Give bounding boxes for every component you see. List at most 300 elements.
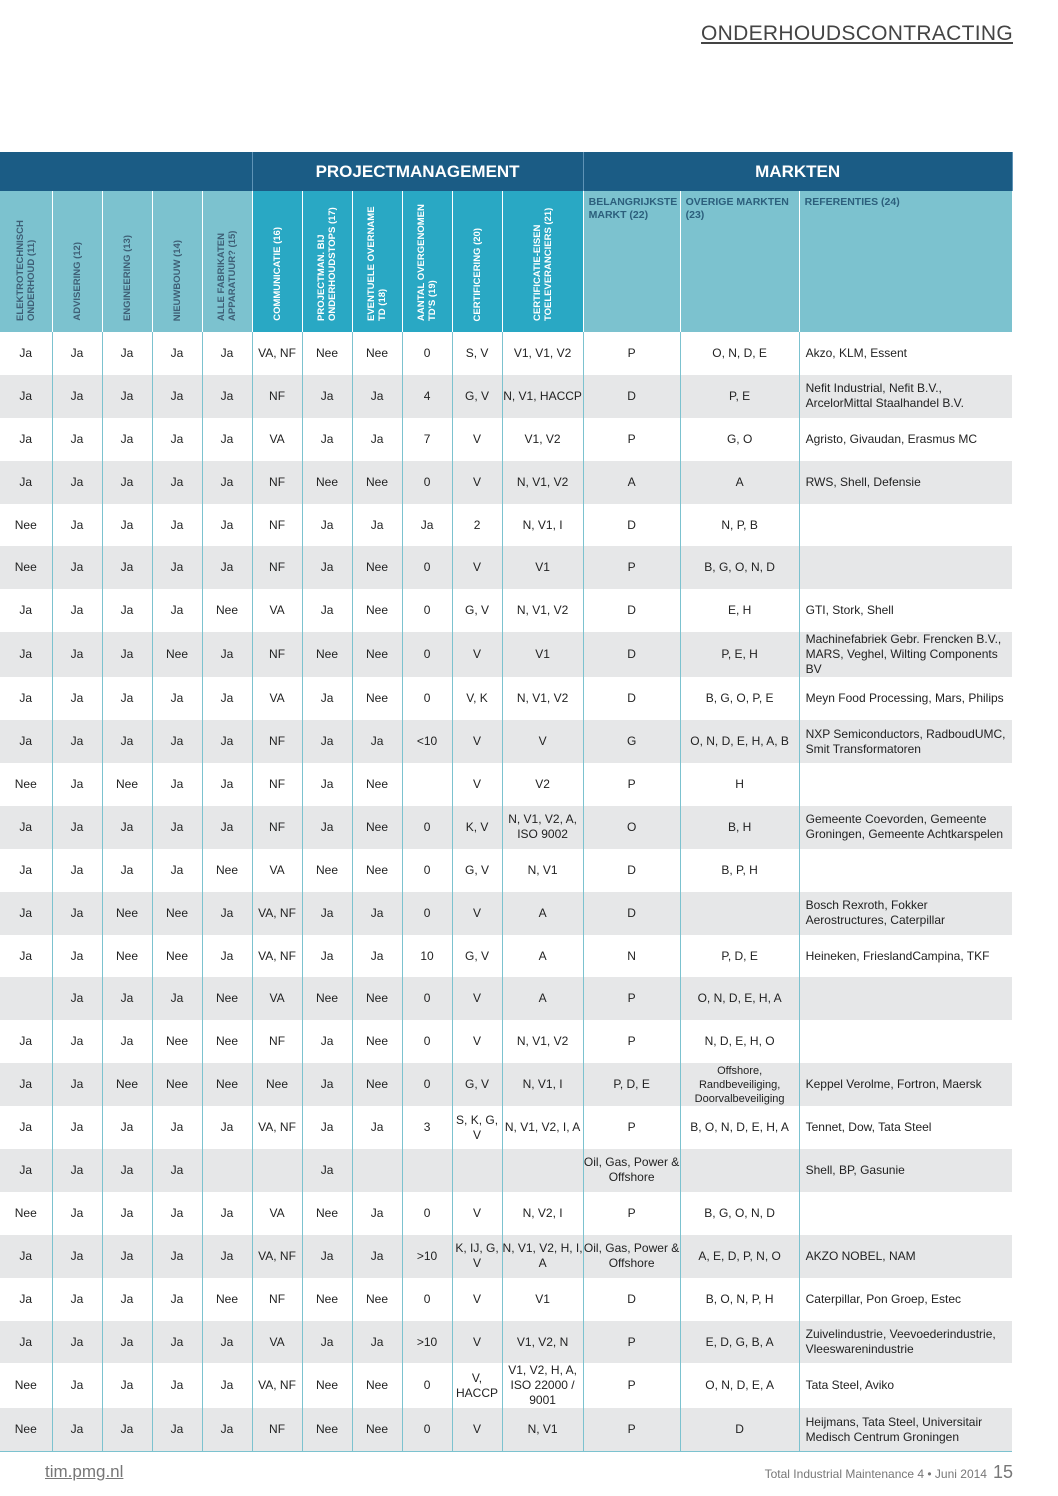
- table-cell: Nee: [152, 1020, 202, 1063]
- table-cell: NF: [252, 720, 302, 763]
- table-cell: N, V1, V2: [502, 461, 583, 504]
- table-cell: Nee: [102, 935, 152, 978]
- table-row: [0, 720, 1012, 763]
- table-cell: O: [583, 806, 680, 849]
- column-header-label: ADVISERING (12): [71, 242, 83, 321]
- table-cell: Ja: [302, 375, 352, 418]
- table-cell: Ja: [0, 461, 52, 504]
- table-cell: Ja: [302, 720, 352, 763]
- table-cell: V1: [502, 632, 583, 677]
- table-row: [0, 849, 1012, 892]
- table-cell: Ja: [352, 935, 402, 978]
- table-cell: G, V: [452, 935, 502, 978]
- table-cell: Ja: [52, 849, 102, 892]
- table-cell: NF: [252, 1278, 302, 1321]
- table-cell: O, N, D, E: [680, 332, 799, 375]
- table-cell: N, V1, I: [502, 1063, 583, 1106]
- table-cell: NF: [252, 763, 302, 806]
- table-cell: Ja: [202, 720, 252, 763]
- table-cell: 0: [402, 461, 452, 504]
- table-cell: H: [680, 763, 799, 806]
- table-cell: Ja: [102, 1192, 152, 1235]
- table-cell: Ja: [102, 375, 152, 418]
- table-cell: Ja: [102, 677, 152, 720]
- table-cell: Ja: [0, 332, 52, 375]
- table-cell: Ja: [302, 1106, 352, 1149]
- table-cell: Nee: [0, 1363, 52, 1408]
- table-cell: Ja: [152, 977, 202, 1020]
- table-cell: Ja: [52, 546, 102, 589]
- table-cell: Ja: [202, 892, 252, 935]
- table-cell: Ja: [102, 1321, 152, 1364]
- table-cell: Ja: [102, 504, 152, 547]
- column-header: [799, 191, 1012, 332]
- table-cell: Ja: [402, 504, 452, 547]
- table-cell: Ja: [0, 589, 52, 632]
- table-cell: [799, 504, 1012, 547]
- table-row: [0, 935, 1012, 978]
- table-cell: K, V: [452, 806, 502, 849]
- table-cell: V1: [502, 1278, 583, 1321]
- table-row: [0, 589, 1012, 632]
- table-cell: [799, 1192, 1012, 1235]
- table-cell: Ja: [302, 806, 352, 849]
- table-cell: V: [452, 1278, 502, 1321]
- table-cell: Nee: [352, 1363, 402, 1408]
- column-header-label: ELEKTROTECHNISCH ONDERHOUD (11): [14, 220, 37, 321]
- table-cell: Nee: [302, 977, 352, 1020]
- table-cell: NF: [252, 504, 302, 547]
- table-cell: Ja: [202, 332, 252, 375]
- table-cell: N: [583, 935, 680, 978]
- table-cell: A: [502, 977, 583, 1020]
- table-cell: N, V1, V2: [502, 677, 583, 720]
- table-cell: Tata Steel, Aviko: [805, 1378, 895, 1393]
- table-cell: N, V1: [502, 1408, 583, 1451]
- table-cell: Ja: [102, 1363, 152, 1408]
- table-cell: Ja: [0, 892, 52, 935]
- table-cell: G, V: [452, 375, 502, 418]
- table-cell: P: [583, 1363, 680, 1408]
- table-cell: Ja: [0, 935, 52, 978]
- table-cell: RWS, Shell, Defensie: [799, 461, 1012, 504]
- column-header-label: PROJECTMAN. BIJ ONDERHOUDSTOPS (17): [316, 207, 339, 321]
- table-cell: Ja: [152, 763, 202, 806]
- table-cell: Ja: [52, 806, 102, 849]
- table-cell: Ja: [0, 849, 52, 892]
- table-cell: Nee: [352, 1020, 402, 1063]
- table-cell: [252, 1149, 302, 1192]
- column-header-label: CERTIFICERING (20): [471, 227, 483, 321]
- table-cell: 0: [402, 589, 452, 632]
- column-header: [302, 191, 352, 332]
- table-cell: Nee: [202, 849, 252, 892]
- table-cell: Ja: [102, 1408, 152, 1451]
- table-cell: [402, 1149, 452, 1192]
- table-cell: VA: [252, 589, 302, 632]
- table-cell: Nee: [352, 806, 402, 849]
- table-cell: Nee: [302, 1278, 352, 1321]
- table-cell: Ja: [202, 1363, 252, 1408]
- table-cell: Nee: [152, 632, 202, 677]
- table-cell: D: [583, 375, 680, 418]
- table-cell: [799, 849, 1012, 892]
- table-cell: VA, NF: [252, 892, 302, 935]
- table-cell: N, V1, V2: [502, 1020, 583, 1063]
- table-cell: Ja: [0, 1149, 52, 1192]
- table-cell: V: [452, 1321, 502, 1364]
- table-cell: Ja: [202, 1408, 252, 1451]
- table-cell: Ja: [0, 418, 52, 461]
- table-cell: Ja: [102, 977, 152, 1020]
- table-cell: Ja: [0, 632, 52, 677]
- table-cell: Ja: [102, 1278, 152, 1321]
- table-row: [0, 332, 1012, 375]
- table-cell: 0: [402, 1063, 452, 1106]
- table-cell: V: [452, 461, 502, 504]
- table-cell: Nee: [352, 977, 402, 1020]
- table-cell: Nee: [352, 332, 402, 375]
- column-header: [502, 191, 583, 332]
- publication-name: Total Industrial Maintenance 4 • Juni 2014: [764, 1467, 987, 1481]
- table-cell: Ja: [202, 375, 252, 418]
- table-cell: Nee: [152, 935, 202, 978]
- table-cell: Ja: [152, 461, 202, 504]
- table-cell: A: [680, 461, 799, 504]
- table-cell: Ja: [152, 806, 202, 849]
- table-cell: N, V2, I: [502, 1192, 583, 1235]
- table-cell: >10: [402, 1235, 452, 1278]
- table-cell: E, H: [680, 589, 799, 632]
- table-cell: Ja: [152, 589, 202, 632]
- table-cell: Ja: [152, 849, 202, 892]
- table-cell: Ja: [202, 1106, 252, 1149]
- column-header: [52, 191, 102, 332]
- table-cell: Akzo, KLM, Essent: [805, 345, 907, 360]
- table-cell: Nee: [352, 589, 402, 632]
- table-cell: Nee: [352, 763, 402, 806]
- table-row: [0, 1235, 1012, 1278]
- table-cell: Offshore, Randbeveiliging, Doorvalbeveiliging: [680, 1063, 799, 1106]
- column-header: [0, 191, 52, 332]
- table-cell: [680, 1149, 799, 1192]
- table-cell: A, E, D, P, N, O: [680, 1235, 799, 1278]
- table-cell: Ja: [0, 1235, 52, 1278]
- footer-info: [765, 1462, 1013, 1483]
- table-cell: 0: [402, 546, 452, 589]
- table-cell: Ja: [52, 1020, 102, 1063]
- table-cell: N, P, B: [680, 504, 799, 547]
- table-cell: Ja: [0, 375, 52, 418]
- table-cell: Ja: [52, 677, 102, 720]
- table-cell: Nee: [352, 677, 402, 720]
- table-cell: Ja: [352, 720, 402, 763]
- table-cell: V1: [502, 546, 583, 589]
- table-cell: A: [502, 892, 583, 935]
- table-cell: P: [583, 1020, 680, 1063]
- table-cell: Ja: [152, 1363, 202, 1408]
- website-link[interactable]: tim.pmg.nl: [45, 1462, 124, 1481]
- table-cell: V: [452, 1192, 502, 1235]
- table-cell: Ja: [302, 418, 352, 461]
- table-cell: P: [583, 1192, 680, 1235]
- table-cell: Ja: [302, 1235, 352, 1278]
- table-cell: Caterpillar, Pon Groep, Estec: [805, 1291, 962, 1306]
- table-cell: O, N, D, E, A: [680, 1363, 799, 1408]
- table-cell: Ja: [102, 1235, 152, 1278]
- table-cell: Ja: [352, 892, 402, 935]
- table-cell: P, D, E: [680, 935, 799, 978]
- table-cell: 0: [402, 1278, 452, 1321]
- table-cell: 4: [402, 375, 452, 418]
- table-cell: VA, NF: [252, 1235, 302, 1278]
- table-cell: Nee: [302, 1192, 352, 1235]
- table-cell: V: [452, 720, 502, 763]
- table-cell: Oil, Gas, Power & Offshore: [583, 1235, 680, 1278]
- table-cell: Ja: [302, 892, 352, 935]
- table-cell: NF: [252, 632, 302, 677]
- table-cell: Ja: [0, 1063, 52, 1106]
- table-cell: Ja: [352, 1192, 402, 1235]
- table-cell: S, V: [452, 332, 502, 375]
- table-cell: N, V1: [502, 849, 583, 892]
- table-cell: Nee: [102, 1063, 152, 1106]
- column-header-label: NIEUWBOUW (14): [171, 239, 183, 321]
- group-header-projectmanagement: PROJECTMANAGEMENT: [252, 152, 583, 191]
- table-cell: Nee: [352, 1063, 402, 1106]
- table-cell: 0: [402, 1020, 452, 1063]
- table-cell: Ja: [202, 763, 252, 806]
- table-row: [0, 504, 1012, 547]
- table-cell: Ja: [52, 1192, 102, 1235]
- table-cell: Ja: [352, 418, 402, 461]
- table-cell: Heijmans, Tata Steel, Universitair Medisch Centrum Groningen: [799, 1408, 1012, 1451]
- page-number: 15: [992, 1462, 1013, 1482]
- table-cell: Ja: [202, 461, 252, 504]
- table-cell: Shell, BP, Gasunie: [799, 1149, 1012, 1192]
- table-cell: V: [452, 546, 502, 589]
- table-cell: V: [452, 892, 502, 935]
- table-cell: 7: [402, 418, 452, 461]
- table-cell: Ja: [152, 1235, 202, 1278]
- table-cell: Ja: [202, 935, 252, 978]
- table-cell: V: [452, 1020, 502, 1063]
- table-cell: D: [583, 849, 680, 892]
- table-cell: P, E: [680, 375, 799, 418]
- table-cell: Nee: [0, 1192, 52, 1235]
- table-cell: NF: [252, 546, 302, 589]
- table-cell: Ja: [202, 418, 252, 461]
- table-cell: V: [452, 1408, 502, 1451]
- table-cell: 0: [402, 1192, 452, 1235]
- column-header-label: ENGINEERING (13): [121, 234, 133, 321]
- table-row: [0, 546, 1012, 589]
- table-cell: NF: [252, 1020, 302, 1063]
- table-cell: Ja: [152, 1192, 202, 1235]
- table-cell: Ja: [102, 632, 152, 677]
- table-row: [0, 677, 1012, 720]
- column-header: [402, 191, 452, 332]
- table-cell: Ja: [152, 1321, 202, 1364]
- table-cell: Nee: [0, 504, 52, 547]
- table-row: [0, 1192, 1012, 1235]
- table-cell: 0: [402, 849, 452, 892]
- table-cell: N, V1, V2, A, ISO 9002: [502, 806, 583, 849]
- table-cell: Tennet, Dow, Tata Steel: [805, 1120, 932, 1135]
- table-cell: Ja: [0, 1020, 52, 1063]
- table-cell: B, O, N, P, H: [680, 1278, 799, 1321]
- table-cell: D: [583, 589, 680, 632]
- table-cell: Bosch Rexroth, Fokker Aerostructures, Caterpillar: [799, 892, 1012, 935]
- table-cell: Ja: [152, 1149, 202, 1192]
- table-cell: P: [583, 977, 680, 1020]
- table-cell: V1, V2, N: [502, 1321, 583, 1364]
- table-cell: 0: [402, 977, 452, 1020]
- table-cell: VA, NF: [252, 935, 302, 978]
- table-cell: N, V1, HACCP: [502, 375, 583, 418]
- table-cell: Ja: [202, 677, 252, 720]
- table-cell: Keppel Verolme, Fortron, Maersk: [799, 1063, 1012, 1106]
- table-cell: Machinefabriek Gebr. Frencken B.V., MARS, Veghel, Wilting Components BV: [799, 632, 1012, 677]
- table-cell: V1, V1, V2: [502, 332, 583, 375]
- table-cell: VA: [252, 1192, 302, 1235]
- table-cell: GTI, Stork, Shell: [805, 603, 894, 618]
- table-cell: P, D, E: [583, 1063, 680, 1106]
- table-cell: [799, 546, 1012, 589]
- table-cell: Nee: [302, 332, 352, 375]
- table-cell: Ja: [302, 589, 352, 632]
- column-header-label: CERTIFICATIE-EISEN TOELEVERANCIERS (21): [531, 207, 554, 321]
- table-cell: Nefit Industrial, Nefit B.V., ArcelorMittal Staalhandel B.V.: [799, 375, 1012, 418]
- table-cell: Nee: [0, 763, 52, 806]
- table-cell: Meyn Food Processing, Mars, Philips: [805, 691, 1004, 706]
- table-cell: Ja: [202, 1192, 252, 1235]
- table-cell: Ja: [102, 1106, 152, 1149]
- table-cell: B, G, O, P, E: [680, 677, 799, 720]
- table-cell: D: [583, 1278, 680, 1321]
- table-cell: Nee: [152, 1063, 202, 1106]
- table-cell: [680, 892, 799, 935]
- table-cell: Ja: [302, 504, 352, 547]
- table-cell: Zuivelindustrie, Veevoederindustrie, Vleeswarenindustrie: [799, 1321, 1012, 1364]
- table-cell: Ja: [352, 504, 402, 547]
- table-cell: VA, NF: [252, 1363, 302, 1408]
- table-cell: NXP Semiconductors, RadboudUMC, Smit Transformatoren: [799, 720, 1012, 763]
- table-cell: 0: [402, 677, 452, 720]
- table-cell: Ja: [52, 1106, 102, 1149]
- table-cell: B, G, O, N, D: [680, 1192, 799, 1235]
- table-cell: [0, 977, 52, 1020]
- table-cell: Heineken, FrieslandCampina, TKF: [805, 948, 990, 963]
- table-cell: 0: [402, 806, 452, 849]
- table-cell: Ja: [52, 935, 102, 978]
- table-cell: Nee: [352, 1278, 402, 1321]
- table-cell: D: [583, 677, 680, 720]
- column-header: [152, 191, 202, 332]
- table-cell: D: [583, 504, 680, 547]
- group-header-markten: MARKTEN: [583, 152, 1012, 191]
- table-cell: Nee: [102, 892, 152, 935]
- table-cell: V: [452, 418, 502, 461]
- table-cell: Ja: [302, 677, 352, 720]
- table-cell: Ja: [302, 1149, 352, 1192]
- table-cell: Ja: [0, 1106, 52, 1149]
- table-cell: Nee: [352, 1408, 402, 1451]
- table-row: [0, 418, 1012, 461]
- table-cell: Nee: [202, 977, 252, 1020]
- table-cell: Ja: [102, 1020, 152, 1063]
- table-cell: Nee: [302, 1408, 352, 1451]
- table-cell: Ja: [202, 632, 252, 677]
- table-cell: 2: [452, 504, 502, 547]
- table-cell: Nee: [152, 892, 202, 935]
- table-cell: Ja: [52, 977, 102, 1020]
- table-cell: Ja: [302, 1063, 352, 1106]
- table-row: [0, 1063, 1012, 1106]
- table-cell: Ja: [52, 1321, 102, 1364]
- column-header-label: EVENTUELE OVERNAME TD (18): [366, 206, 389, 321]
- table-cell: Ja: [152, 1278, 202, 1321]
- table-cell: P: [583, 763, 680, 806]
- table-cell: 0: [402, 332, 452, 375]
- table-cell: Ja: [302, 546, 352, 589]
- column-header-label: OVERIGE MARKTEN (23): [685, 196, 789, 221]
- table-cell: AKZO NOBEL, NAM: [799, 1235, 1012, 1278]
- table-cell: Ja: [52, 461, 102, 504]
- table-cell: 10: [402, 935, 452, 978]
- table-cell: V: [452, 977, 502, 1020]
- table-cell: 0: [402, 1363, 452, 1408]
- table-cell: Nee: [352, 546, 402, 589]
- table-cell: Ja: [302, 1020, 352, 1063]
- table-cell: Nee: [352, 461, 402, 504]
- table-cell: Nee: [252, 1063, 302, 1106]
- table-cell: Oil, Gas, Power & Offshore: [583, 1149, 680, 1192]
- table-cell: Nee: [302, 461, 352, 504]
- table-cell: Ja: [102, 546, 152, 589]
- table-row: [0, 977, 1012, 1020]
- table-row: [0, 632, 1012, 677]
- table-cell: Ja: [52, 332, 102, 375]
- table-cell: Ja: [102, 418, 152, 461]
- table-cell: Nee: [302, 849, 352, 892]
- table-cell: Ja: [152, 1408, 202, 1451]
- table-cell: Nee: [202, 1063, 252, 1106]
- table-cell: V1, V2: [502, 418, 583, 461]
- column-header: [102, 191, 152, 332]
- table-cell: Ja: [202, 806, 252, 849]
- table-cell: O, N, D, E, H, A, B: [680, 720, 799, 763]
- table-cell: VA: [252, 418, 302, 461]
- table-cell: Ja: [0, 677, 52, 720]
- table-cell: Nee: [202, 1020, 252, 1063]
- table-row: [0, 1106, 1012, 1149]
- table-cell: Ja: [52, 1235, 102, 1278]
- table-cell: Ja: [152, 546, 202, 589]
- table-row: [0, 806, 1012, 849]
- table-cell: V2: [502, 763, 583, 806]
- table-cell: Ja: [52, 1408, 102, 1451]
- table-cell: VA: [252, 849, 302, 892]
- table-cell: Ja: [152, 720, 202, 763]
- table-cell: Ja: [0, 806, 52, 849]
- table-cell: Gemeente Coevorden, Gemeente Groningen, Gemeente Achtkarspelen: [799, 806, 1012, 849]
- table-cell: VA: [252, 1321, 302, 1364]
- table-cell: Ja: [52, 589, 102, 632]
- table-cell: G, V: [452, 849, 502, 892]
- table-cell: Nee: [352, 849, 402, 892]
- table-row: [0, 375, 1012, 418]
